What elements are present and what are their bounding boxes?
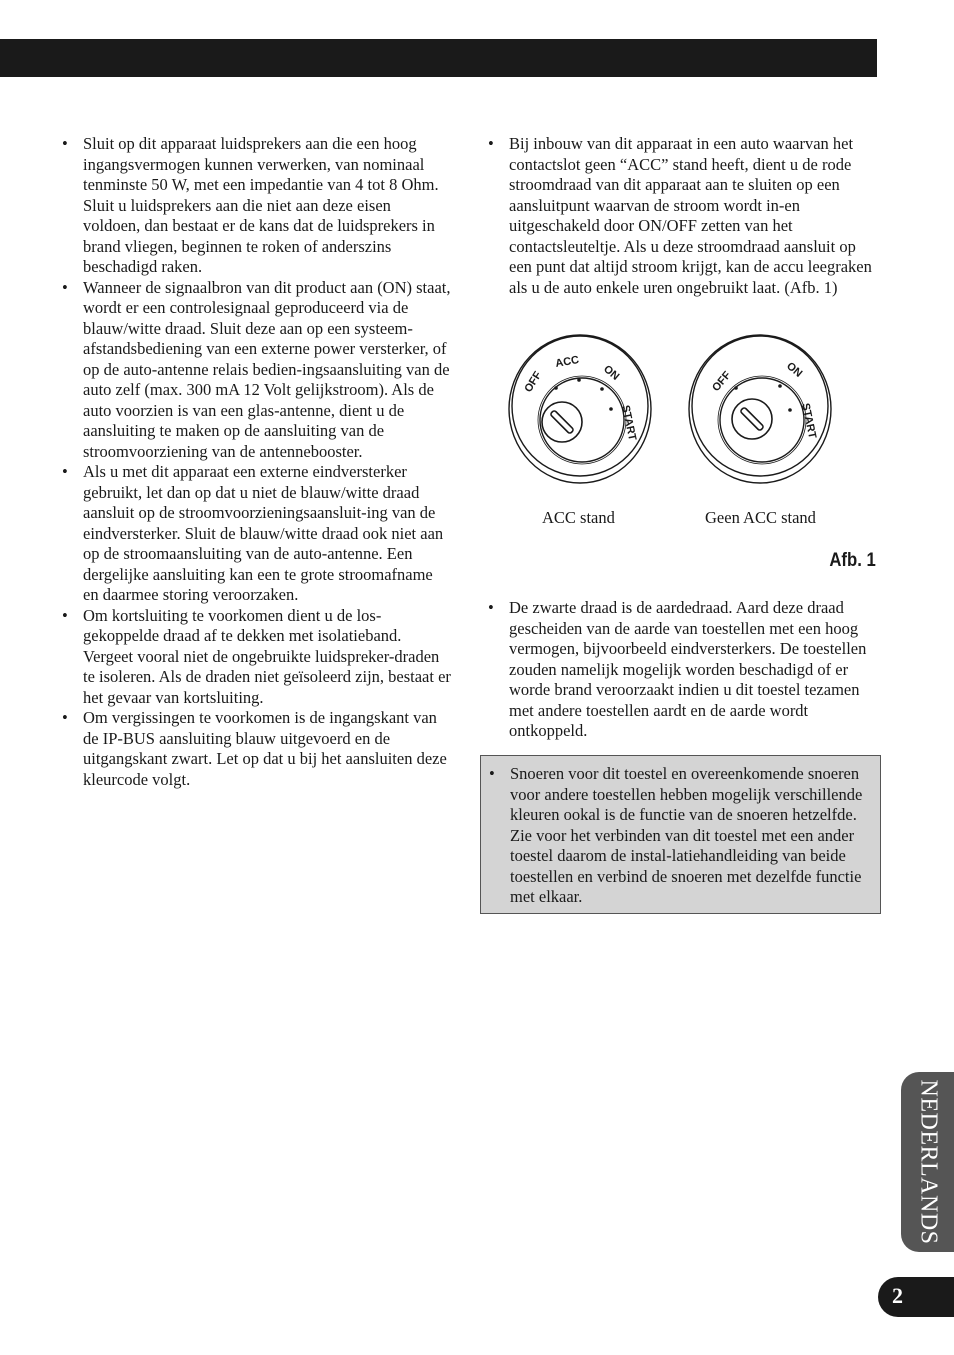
- caption-acc-stand: ACC stand: [542, 508, 615, 527]
- list-item: • Bij inbouw van dit apparaat in een auto waarvan het contactslot geen “ACC” stand heeft, dient u de rode stroomdraad van dit apparaat aan te sluiten op een aansluitpunt waarvan de stroom wordt in-en uitgeschakeld door ON/OFF zetten van het contactsleuteltje. Als u deze stroomdraad aansluit op een punt dat altijd stroom krijgt, kan de accu leegraken als u de auto enkele uren ongebruikt laat. (Afb. 1): [488, 134, 872, 297]
- bullet-icon: •: [62, 605, 68, 625]
- language-tab: [901, 1072, 954, 1252]
- right-column-lower: [488, 598, 878, 742]
- right-column: [488, 134, 878, 298]
- left-bullet-list: [62, 134, 452, 790]
- list-item: • Om vergissingen te voorkomen is de ingangskant van de IP-BUS aansluiting blauw uitgevoerd en de uitgangskant zwart. Let op dat u bij het aansluiten deze kleurcode volgt.: [62, 708, 447, 789]
- start-label: START: [799, 402, 819, 440]
- bullet-icon: •: [489, 764, 495, 783]
- header-bar: [0, 39, 877, 77]
- page-number: 2: [892, 1283, 903, 1308]
- language-label: NEDERLANDS: [915, 1079, 941, 1245]
- caption-geen-acc-stand: Geen ACC stand: [705, 508, 816, 527]
- note-list: [489, 764, 872, 908]
- bullet-icon: •: [62, 708, 68, 727]
- acc-label: ACC: [554, 353, 581, 370]
- on-label: ON: [601, 363, 622, 383]
- page-number-tab: [878, 1277, 954, 1317]
- off-label: OFF: [522, 369, 545, 395]
- list-item: • Als u met dit apparaat een externe eindversterker gebruikt, let dan op dat u niet de blauw/witte draad aansluit op de stroomvoorzieningsaansluit-ing van de eindversterker. Sluit de blauw/witte draad ook niet aan op de stroomaansluiting van de auto-antenne. Een dergelijke aansluiting kan een te grote stroomafname en daarmee storing veroorzaken.: [62, 462, 444, 604]
- start-label: START: [619, 404, 639, 442]
- bullet-icon: •: [62, 277, 68, 297]
- right-bullet-list-lower: [488, 598, 878, 742]
- list-item: • Om kortsluiting te voorkomen dient u de los-gekoppelde draad af te dekken met isolatieband. Vergeet vooral niet de ongebruikte luidspreker-draden te isoleren. Als de draden niet geïsoleerd zijn, bestaat er het gevaar van kortsluiting.: [62, 605, 451, 707]
- list-item: • Sluit op dit apparaat luidsprekers aan die een hoog ingangsvermogen kunnen verwerken, van nominaal tenminste 50 W, met een impedantie van 4 tot 8 Ohm. Sluit u luidsprekers aan die niet aan deze eisen voldoen, dan bestaat er de kans dat de luidsprekers in brand vliegen, beginnen te roken of anderszins beschadigd raken.: [62, 134, 439, 276]
- bullet-icon: •: [488, 598, 494, 617]
- right-bullet-list: [488, 134, 878, 298]
- bullet-icon: •: [62, 462, 68, 481]
- note-box: [480, 755, 881, 914]
- list-item: • Wanneer de signaalbron van dit product aan (ON) staat, wordt er een controlesignaal geproduceerd via de blauw/witte draad. Sluit deze aan op een systeem-afstandsbediening van een externe power versterker, of op de auto-antenne relais bedien-ingsaansluiting van de auto zelf (max. 300 mA 12 Volt gelijkstroom). Als de auto voorzien is van een glas-antenne, dient u de aansluiting te maken op de aansluiting van de stroomvoorziening van de antennebooster.: [62, 277, 451, 461]
- on-label: ON: [784, 360, 805, 380]
- figure-label: Afb. 1: [829, 550, 876, 571]
- bullet-icon: •: [488, 134, 494, 153]
- list-item: • De zwarte draad is de aardedraad. Aard deze draad gescheiden van de aarde van toestellen met een hoog vermogen, bijvoorbeeld eindversterkers. De toestellen zouden namelijk mogelijk worden beschadigd of er worde brand veroorzaakt indien u dit toestel tezamen met andere toestellen aardt en de aarde wordt ontkoppeld.: [488, 598, 867, 740]
- off-label: OFF: [710, 369, 734, 394]
- ignition-figure: [488, 330, 878, 580]
- list-item: • Snoeren voor dit toestel en overeenkomende snoeren voor andere toestellen hebben mogelijk verschillende kleuren ookal is de functie van de snoeren hetzelfde. Zie voor het verbinden van dit toestel met een ander toestel daarom de instal-latiehandleiding van beide toestellen en verbind de snoeren met dezelfde functie met elkaar.: [489, 764, 863, 906]
- left-column: [62, 134, 452, 790]
- ignition-switch-diagram: [488, 330, 878, 505]
- bullet-icon: •: [62, 134, 68, 153]
